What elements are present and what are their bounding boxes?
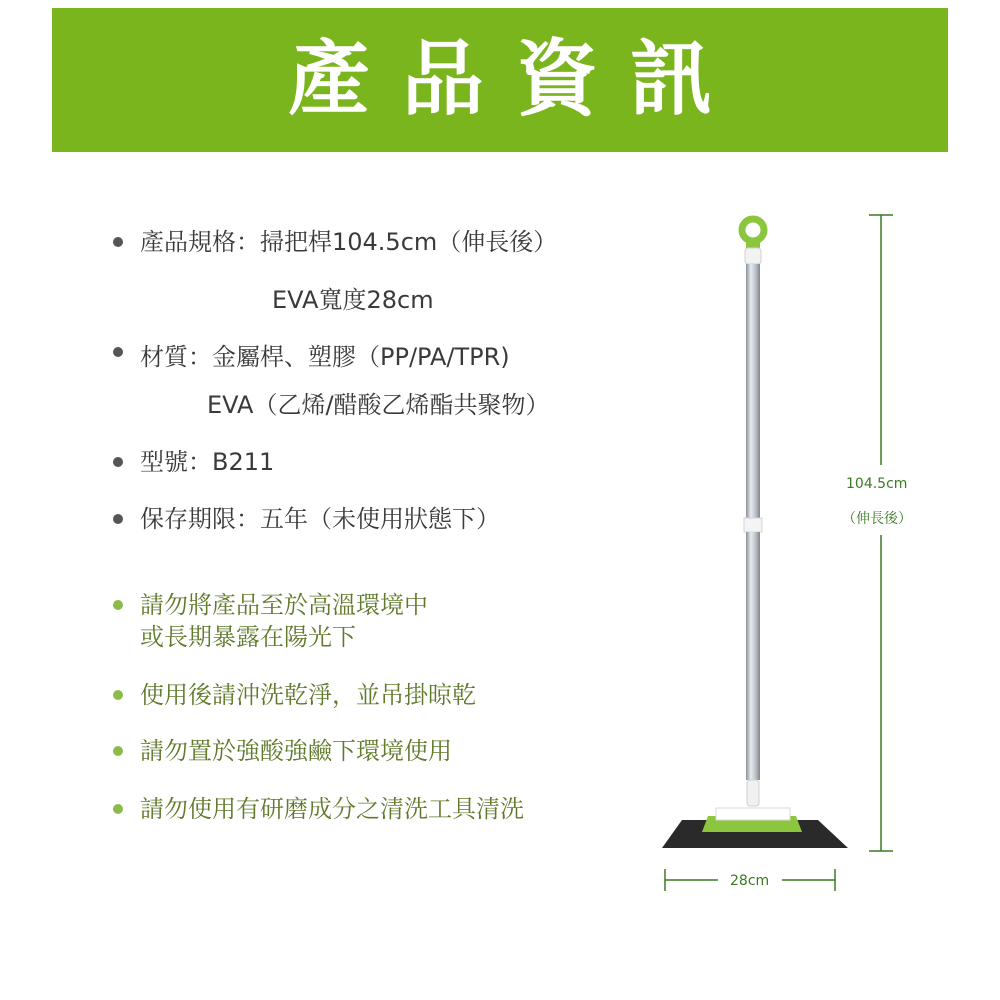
pole-upper	[746, 264, 760, 520]
bullet-icon	[113, 746, 123, 756]
note-heat-sunlight: 或長期暴露在陽光下	[140, 623, 356, 651]
height-note: （伸長後）	[842, 511, 912, 527]
spec-size-width: EVA寬度28cm	[272, 286, 434, 314]
bullet-icon	[113, 457, 123, 467]
bullet-icon	[113, 514, 123, 524]
note-rinse: 使用後請沖洗乾淨，並吊掛晾乾	[140, 681, 476, 709]
bullet-icon	[113, 690, 123, 700]
bullet-icon	[113, 804, 123, 814]
pole-cap	[745, 248, 761, 264]
spec-shelf-life: 保存期限：五年（未使用狀態下）	[140, 505, 500, 533]
pole-lower	[746, 532, 760, 780]
pole-joint	[744, 518, 762, 532]
hanging-ring-icon	[742, 219, 764, 250]
bullet-icon	[113, 600, 123, 610]
width-label: 28cm	[730, 873, 770, 889]
header-banner	[52, 8, 948, 152]
note-heat: 請勿將產品至於高溫環境中	[140, 591, 428, 619]
height-label: 104.5cm	[846, 476, 908, 492]
spec-material: 材質：金屬桿、塑膠（PP/PA/TPR)	[140, 343, 510, 371]
spec-material-eva: EVA（乙烯/醋酸乙烯酯共聚物）	[207, 391, 550, 419]
bullet-icon	[113, 237, 123, 247]
spec-size: 產品規格：掃把桿104.5cm（伸長後）	[140, 228, 558, 256]
mop-head-top	[716, 808, 790, 820]
note-abrasive: 請勿使用有研磨成分之清洗工具清洗	[140, 795, 524, 823]
height-dimension-line	[860, 205, 900, 855]
pole-swivel	[747, 780, 759, 806]
note-acid: 請勿置於強酸強鹼下環境使用	[140, 737, 452, 765]
spec-model: 型號：B211	[140, 448, 275, 476]
bullet-icon	[113, 347, 123, 357]
page-title: 產品資訊	[287, 32, 744, 127]
